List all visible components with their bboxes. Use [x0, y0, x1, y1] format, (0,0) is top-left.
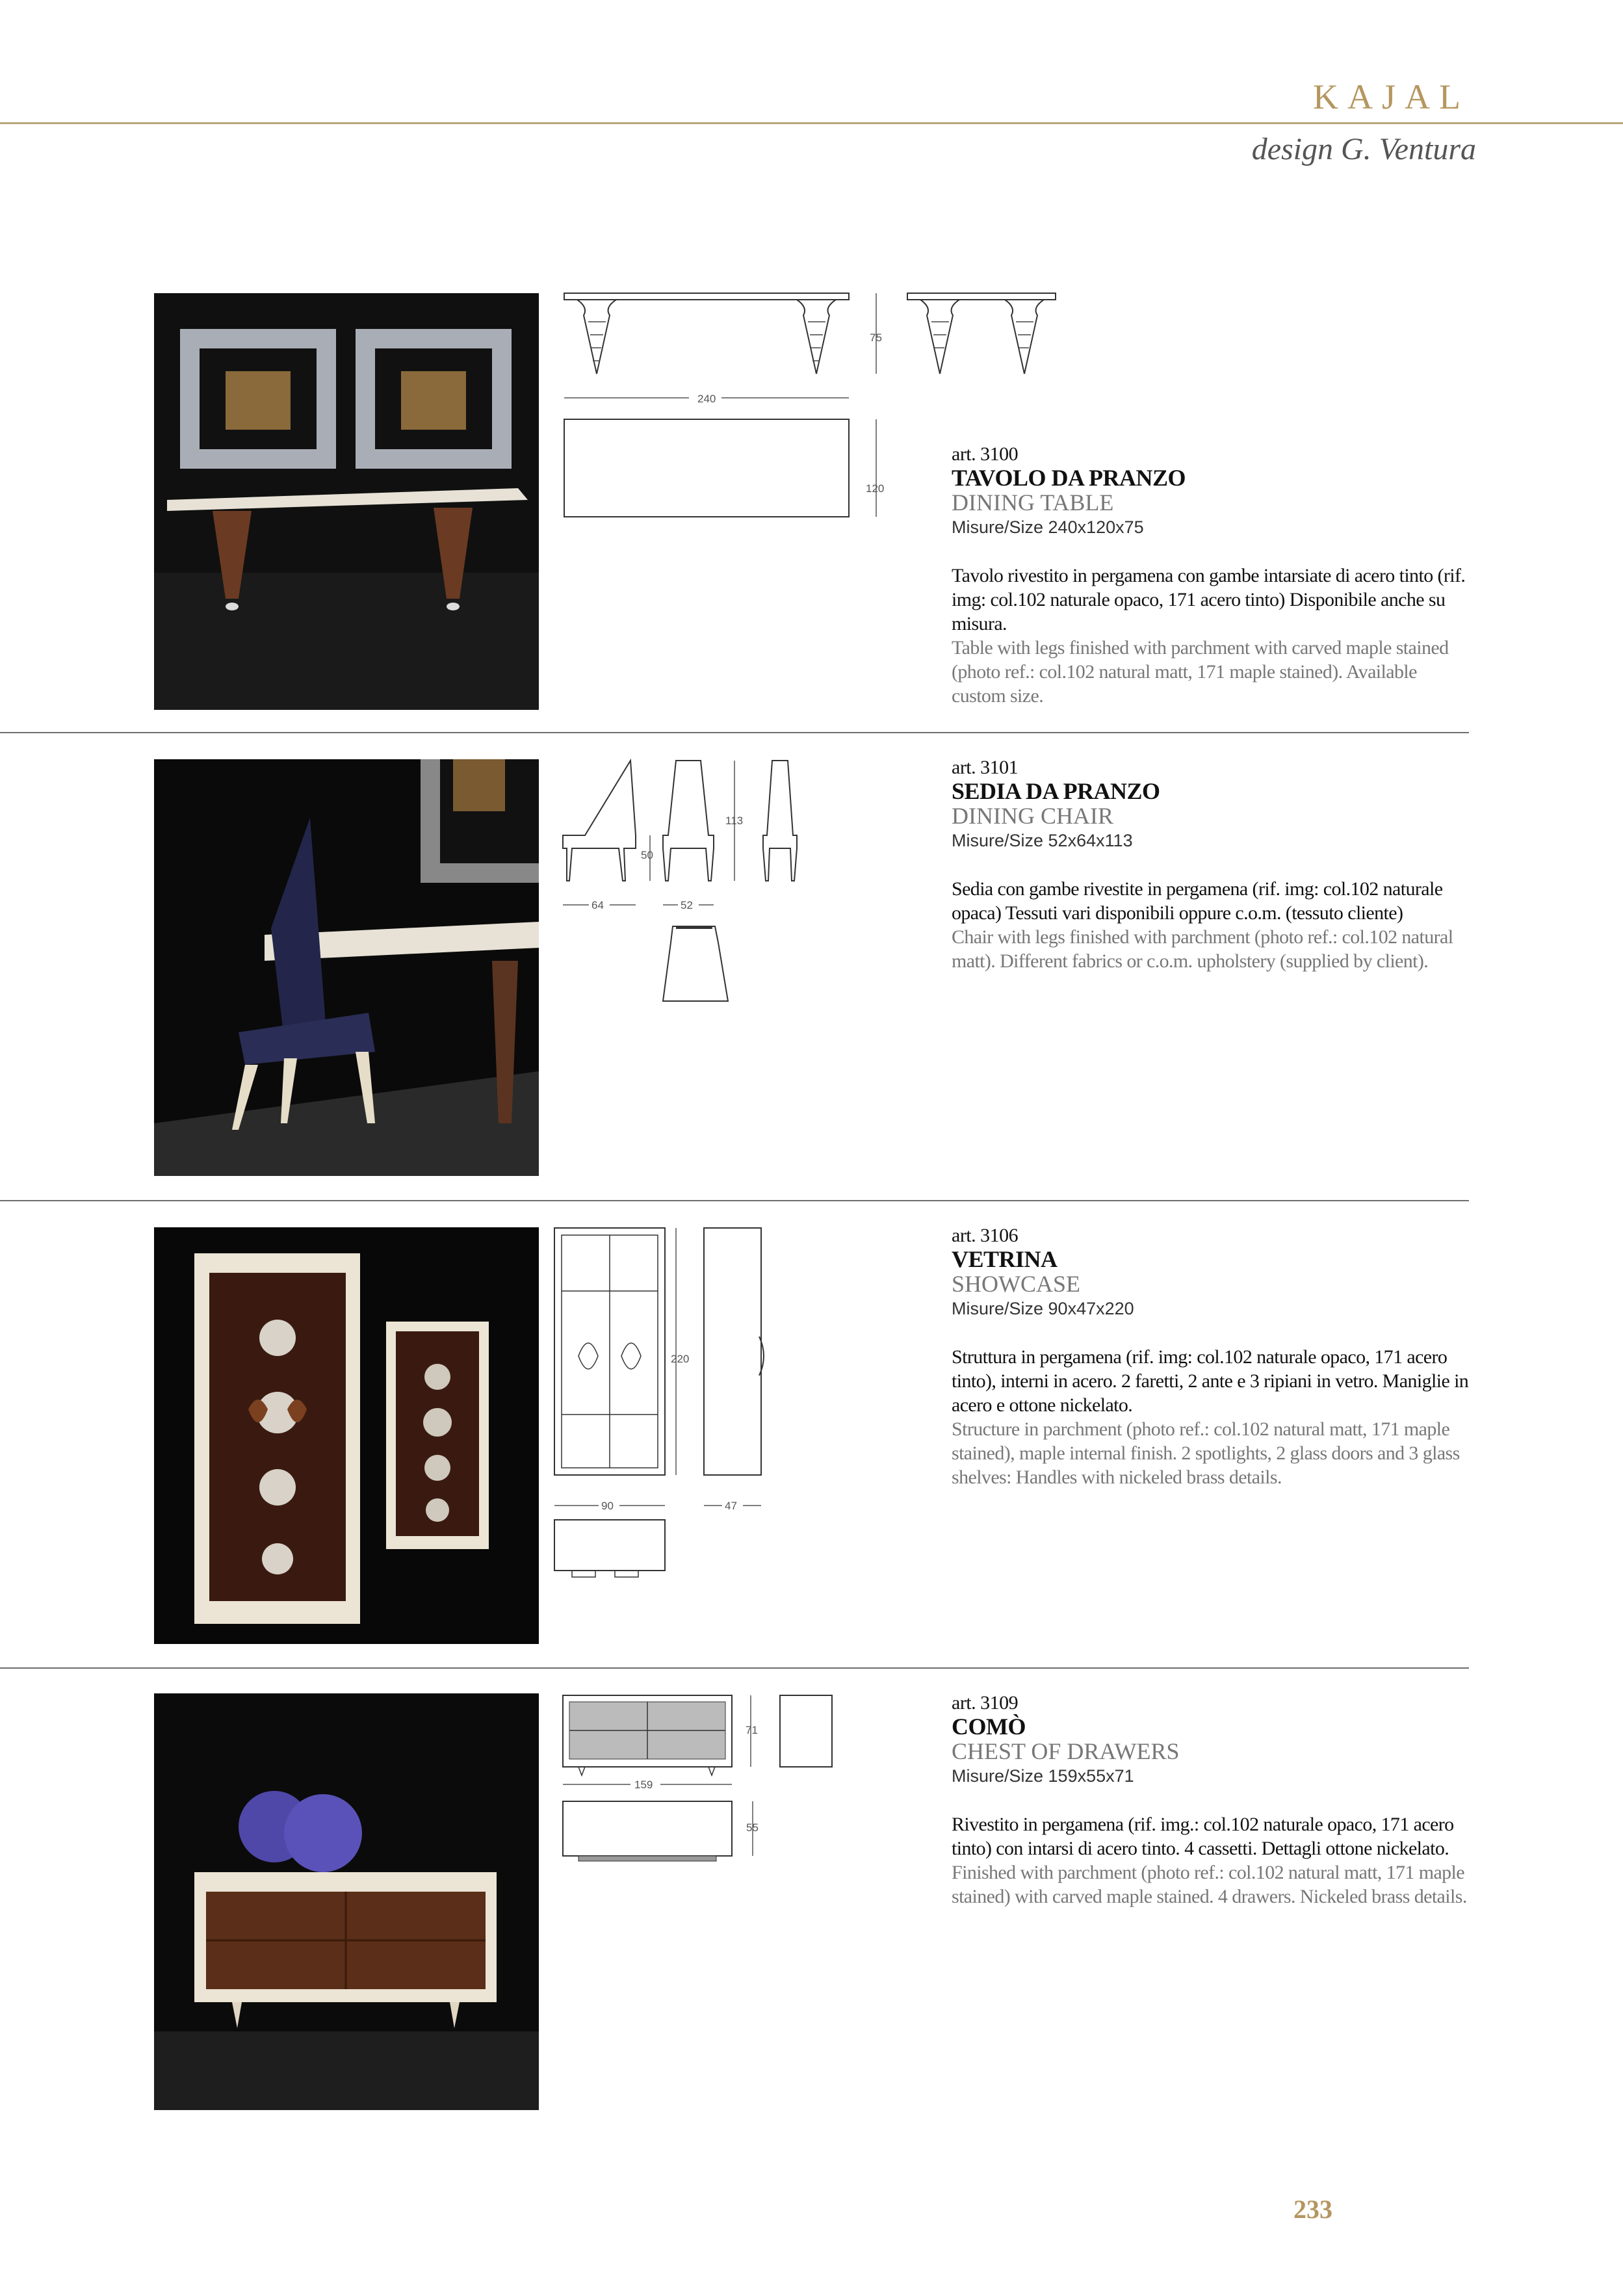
brand-name: KAJAL: [1313, 77, 1470, 116]
product-info-3101: [952, 757, 1472, 973]
product-name-en: CHEST OF DRAWERS: [952, 1738, 1180, 1764]
dining-table-side-drawing: [903, 289, 1059, 387]
showcase-photo: [154, 1227, 539, 1644]
dim-seat-height-label: 50: [641, 849, 653, 861]
article-number: art. 3109: [952, 1692, 1019, 1714]
description-en: Table with legs finished with parchment with carved maple stained (photo ref.: col.102 natural matt, 171 maple stained). Available custom size.: [952, 637, 1449, 707]
dim-depth-label: 55: [746, 1821, 759, 1834]
description-it: Sedia con gambe rivestite in pergamena (rif. img: col.102 naturale opaca) Tessuti vari disponibili oppure c.o.m. (tessuto cliente): [952, 878, 1443, 924]
article-number: art. 3101: [952, 757, 1019, 778]
product-name-en: SHOWCASE: [952, 1271, 1081, 1297]
header-rule: [0, 122, 1623, 124]
designer-credit: design G. Ventura: [1251, 132, 1476, 166]
dim-height-label: 71: [746, 1724, 758, 1736]
dim-width-label: 240: [697, 393, 716, 405]
product-name-it: SEDIA DA PRANZO: [952, 778, 1160, 804]
page-number: 233: [1293, 2195, 1332, 2224]
product-info-3106: [952, 1225, 1472, 1489]
article-number: art. 3100: [952, 443, 1019, 465]
product-name-en: DINING TABLE: [952, 489, 1114, 515]
description-it: Tavolo rivestito in pergamena con gambe intarsiate di acero tinto (rif. img: col.102 naturale opaco, 171 acero tinto) Disponibile anche su misura.: [952, 565, 1466, 634]
dim-width-label: 159: [634, 1779, 653, 1791]
description-it: Struttura in pergamena (rif. img: col.102 naturale opaco, 171 acero tinto), interni in acero. 2 faretti, 2 ante e 3 ripiani in vetro. Maniglie in acero e ottone nickelato.: [952, 1346, 1469, 1416]
product-size: Misure/Size 240x120x75: [952, 517, 1144, 537]
dim-depth-label: 64: [591, 899, 604, 911]
dim-width-label: 52: [681, 899, 693, 911]
product-size: Misure/Size 90x47x220: [952, 1299, 1134, 1318]
dim-depth-label: 120: [866, 482, 885, 495]
dim-height-label: 75: [870, 332, 882, 344]
product-info-3109: [952, 1692, 1472, 1909]
article-number: art. 3106: [952, 1225, 1019, 1246]
product-size: Misure/Size 52x64x113: [952, 831, 1133, 850]
dim-height-label: 220: [671, 1353, 690, 1365]
section-divider: [0, 1200, 1469, 1201]
dining-chair-drawing: [559, 757, 819, 1004]
dim-width-label: 90: [601, 1500, 614, 1512]
section-divider: [0, 1667, 1469, 1669]
dining-chair-photo: [154, 759, 539, 1176]
showcase-drawing: [552, 1226, 773, 1590]
dining-table-photo: [154, 293, 539, 710]
description-it: Rivestito in pergamena (rif. img.: col.102 naturale opaco, 171 acero tinto) con intarsi di acero tinto. 4 cassetti. Dettagli ottone nickelato.: [952, 1814, 1454, 1859]
product-name-en: DINING CHAIR: [952, 803, 1113, 829]
chest-of-drawers-photo: [154, 1693, 539, 2110]
product-info-3100: [952, 443, 1472, 708]
description-en: Chair with legs finished with parchment (photo ref.: col.102 natural matt). Different fabrics or c.o.m. upholstery (supplied by client).: [952, 926, 1453, 972]
dining-table-drawing: [559, 289, 923, 562]
product-name-it: VETRINA: [952, 1246, 1058, 1272]
product-name-it: COMÒ: [952, 1714, 1026, 1740]
description-en: Finished with parchment (photo ref.: col.102 natural matt, 171 maple stained) with carved maple stained. 4 drawers. Nickeled brass details.: [952, 1862, 1467, 1907]
product-name-it: TAVOLO DA PRANZO: [952, 465, 1186, 491]
chest-of-drawers-drawing: [559, 1692, 845, 1874]
section-divider: [0, 732, 1469, 733]
dim-height-label: 113: [725, 815, 744, 827]
description-en: Structure in parchment (photo ref.: col.102 natural matt, 171 maple stained), maple internal finish. 2 spotlights, 2 glass doors and 3 glass shelves: Handles with nickeled brass details.: [952, 1418, 1460, 1488]
product-size: Misure/Size 159x55x71: [952, 1766, 1134, 1786]
dim-depth-label: 47: [725, 1500, 737, 1512]
